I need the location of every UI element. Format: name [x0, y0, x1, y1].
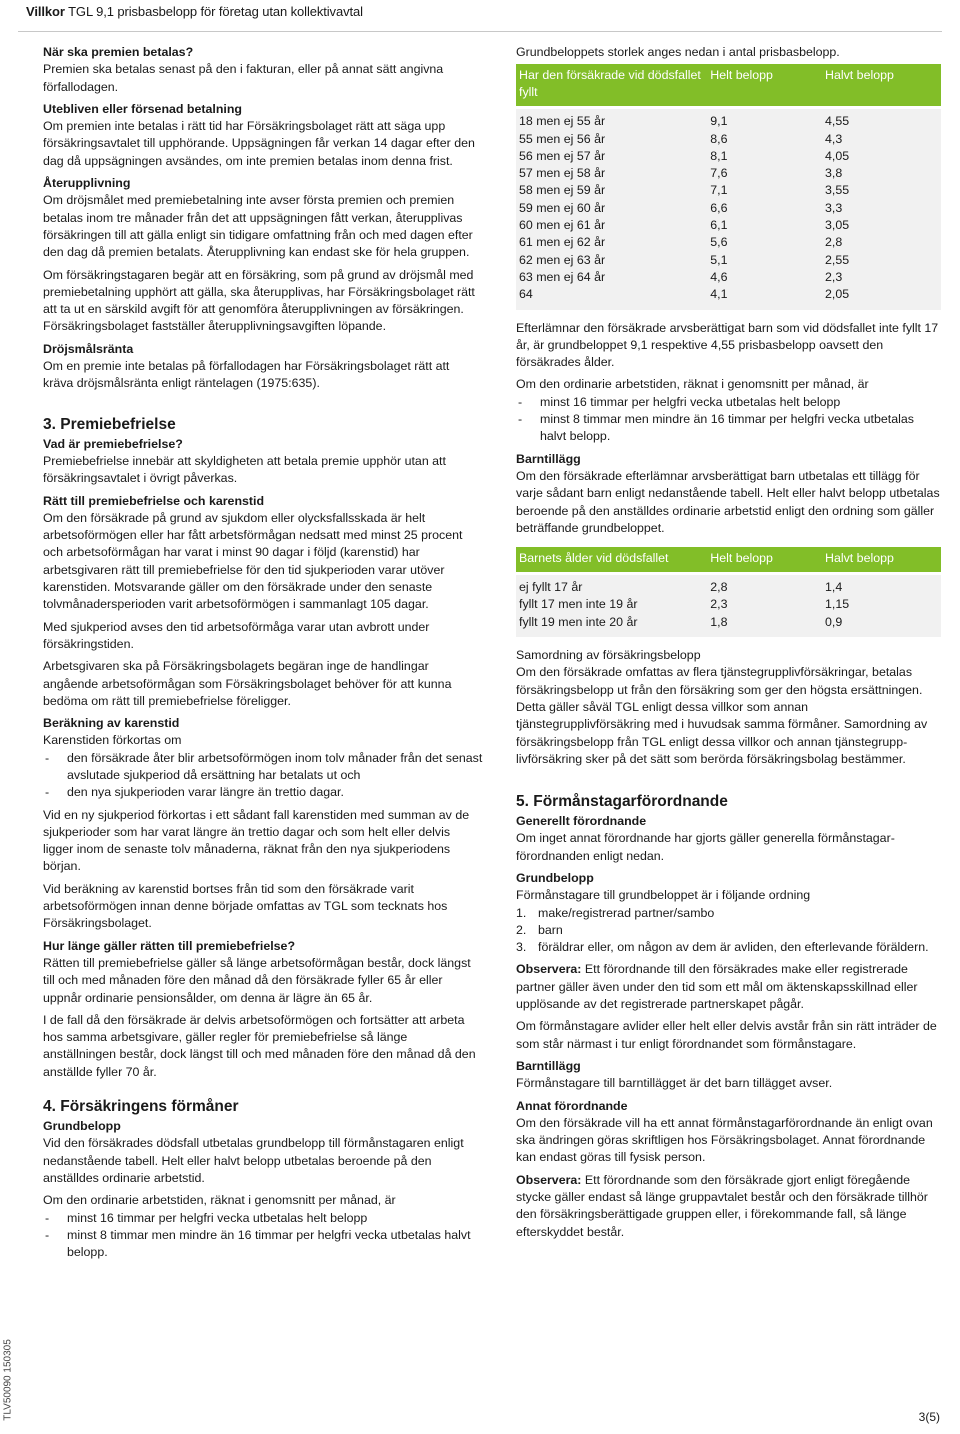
table-cell: 1,15 [822, 596, 941, 613]
paragraph-sick-period: Med sjukperiod avses den tid arbetsoförmåga varar utan avbrott under försäkringstiden. [43, 619, 430, 651]
base-amount-table [516, 64, 941, 309]
table-header-row [516, 64, 941, 106]
child-supplement-table [516, 547, 941, 637]
list-item [516, 939, 941, 956]
table-cell: 64 [516, 286, 707, 309]
list-item: - den nya sjukperioden varar längre än trettio dagar. [43, 784, 483, 801]
paragraph-working-time-right: Om den ordinarie arbetstiden, räknat i genomsnitt per månad, är [516, 377, 869, 392]
page-number: 3(5) [918, 1410, 940, 1424]
paragraph-general-designation: Om inget annat förordnande har gjorts gäller generella förmånstagar-förordnanden enligt nedan. [516, 831, 895, 863]
table-cell: 7,6 [707, 165, 822, 182]
paragraph-child-supplement-beneficiary: Förmånstagare till barntillägget är det barn tillägget avser. [516, 1076, 833, 1091]
heading-waiting-period: Beräkning av karenstid [43, 716, 180, 731]
paragraph-beneficiary-order: Förmånstagare till grundbeloppet är i följande ordning [516, 888, 811, 903]
paragraph-late-interest: Om en premie inte betalas på förfallodagen har Försäkringsbolaget rätt att kräva dröjsmålsränta enligt räntelagen (1975:635). [43, 359, 450, 391]
paragraph-working-time: Om den ordinarie arbetstiden, räknat i genomsnitt per månad, är [43, 1193, 396, 1208]
table-header-age: Har den försäkrade vid dödsfallet fyllt [516, 64, 707, 106]
table-cell: ej fyllt 17 år [516, 575, 707, 596]
table-cell: fyllt 17 men inte 19 år [516, 596, 707, 613]
paragraph-late-payment: Om premien inte betalas i rätt tid har Försäkringsbolaget rätt att säga upp försäkringsavtalet till upphörande. Uppsägningen får verkan 14 dagar efter den dag då uppsägningen avsändes, om inte premien betalas inom denna frist. [43, 119, 475, 168]
table-row [516, 252, 941, 269]
list-text: föräldrar eller, om någon av dem är avliden, den efterlevande föräldern. [538, 940, 929, 955]
paragraph-table-intro: Grundbeloppets storlek anges nedan i antal prisbasbelopp. [516, 45, 840, 59]
paragraph-base-amount: Vid den försäkrades dödsfall utbetalas grundbelopp till förmånstagaren enligt nedanstående tabell. Helt eller halvt belopp utbetalas beroende på den anställdes ordinarie arbetstid. [43, 1136, 464, 1185]
observe-label: Observera: [516, 1172, 582, 1187]
heading-when-pay: När ska premien betalas? [43, 45, 194, 59]
title-rest: TGL 9,1 prisbasbelopp för företag utan kollektivavtal [64, 4, 363, 19]
heading-waiver-duration: Hur länge gäller rätten till premiebefrielse? [43, 938, 296, 953]
table-cell: 58 men ej 59 år [516, 182, 707, 199]
paragraph-employer-docs: Arbetsgivaren ska på Försäkringsbolagets begäran inge de handlingar angående arbetsoförmågan som Försäkringsbolaget behöver för att kunna bedöma om rätt till premiebefrielse föreligger. [43, 659, 452, 708]
table-cell: 6,1 [707, 217, 822, 234]
heading-general-designation: Generellt förordnande [516, 814, 647, 829]
table-cell: 4,3 [822, 131, 941, 148]
table-cell: 2,3 [822, 269, 941, 286]
table-cell: 4,1 [707, 286, 822, 309]
table-cell: 5,1 [707, 252, 822, 269]
table-cell: 61 men ej 62 år [516, 234, 707, 251]
beneficiary-order-list [516, 905, 941, 957]
waiting-period-list [43, 750, 483, 802]
section-5-title: 5. Förmånstagarförordnande [516, 793, 728, 811]
paragraph-other-designation: Om den försäkrade vill ha ett annat förmånstagarförordnande än enligt ovan ska ändringen göras skriftligen hos Försäkringsbolaget. Annat förordnande kan endast göras till fysisk person. [516, 1115, 933, 1165]
list-item [516, 922, 941, 939]
table-cell: 8,1 [707, 148, 822, 165]
table-cell: 2,8 [822, 234, 941, 251]
paragraph-coordination: Om den försäkrade omfattas av flera tjänstegrupplivförsäkringar, betalas försäkringsbelopp ut från den försäkring som ger den högsta ersättningen. Detta gäller såväl TGL enligt dessa villkor som annan tjänstegrupplivförsäkring med i huvudsak samma förmåner. Samordning av försäkringsbelopp från TGL enligt dessa villkor och annan tjänstegrupp-livförsäkring sker på det sätt som berörda försäkringsbolag bestämmer. [516, 665, 928, 766]
paragraph-what-is-waiver: Premiebefrielse innebär att skyldigheten att betala premie upphör utan att försäkringsavtalet i övrigt påverkas. [43, 453, 446, 486]
list-item: - den försäkrade åter blir arbetsoförmögen inom tolv månader från det senast avslutade sjukperiod då ersättning har betalats ut och [43, 750, 483, 785]
heading-late-interest: Dröjsmålsränta [43, 341, 134, 356]
list-item: - minst 8 timmar men mindre än 16 timmar per helgfri vecka utbetalas halvt belopp. [43, 1227, 483, 1262]
table-cell: 4,05 [822, 148, 941, 165]
list-text: make/registrerad partner/sambo [538, 905, 715, 920]
table-cell: 8,6 [707, 131, 822, 148]
table-cell: 56 men ej 57 år [516, 148, 707, 165]
paragraph-child-under-17: Efterlämnar den försäkrade arvsberättigat barn som vid dödsfallet inte fyllt 17 år, är grundbeloppet 9,1 respektive 4,55 prisbasbelopp oavsett den försäkrades ålder. [516, 320, 939, 370]
list-text: barn [538, 922, 563, 937]
table-cell: 2,05 [822, 286, 941, 309]
table-header-full: Helt belopp [707, 547, 822, 572]
paragraph-revival-fee: Om försäkringstagaren begär att en försäkring, som på grund av dröjsmål med premiebetalning upphört att gälla, ska återupplivas, har Försäkringsbolaget rätt att ta ut en särskild avgift för att genomföra återupplivningen av försäkringen. Försäkringsbolaget fastställer återupplivningsavgiften löpande. [43, 267, 475, 334]
list-item: - minst 8 timmar men mindre än 16 timmar per helgfri vecka utbetalas halvt belopp. [516, 411, 941, 446]
observe-text: Ett förordnande som den försäkrade gjort enligt föregående stycke gäller endast så länge gruppavtalet består och den försäkrade tillhör den försäkringsberättigade gruppen eller, i förekommande fall, så länge efterskyddet består. [516, 1172, 928, 1239]
table-cell: fyllt 19 men inte 20 år [516, 614, 707, 637]
table-row [516, 148, 941, 165]
paragraph-child-supplement: Om den försäkrade efterlämnar arvsberättigat barn utbetalas ett tillägg för varje sådant barn enligt nedanstående tabell. Helt eller halvt belopp utbetalas beroende på den anställdes ordinarie arbetstid enligt den ordning som gäller beträffande grundbeloppet. [516, 468, 940, 535]
page-header [18, 0, 942, 32]
observe-text: Ett förordnande till den försäkrades make eller registrerade partner gäller även under den tid som ett mål om äktenskapsskillnad eller upplösande av det registrerade partnerskapet pågår. [516, 962, 918, 1012]
paragraph-beneficiary-succession: Om förmånstagare avlider eller helt eller delvis avstår från sin rätt inträder de som står närmast i tur enligt förordnandet som förmånstagare. [516, 1019, 937, 1051]
heading-beneficiary-base: Grundbelopp [516, 870, 594, 885]
paragraph-new-sick-period: Vid en ny sjukperiod förkortas i ett sådant fall karenstiden med summan av de sjukperioder som har varat längre än trettio dagar och som helt eller delvis ligger inom de senaste tolv månaderna, räknat från den nya sjukperiodens början. [43, 807, 470, 874]
table-cell: 62 men ej 63 år [516, 252, 707, 269]
table-header-half: Halvt belopp [822, 547, 941, 572]
table-row [516, 182, 941, 199]
paragraph-observe-spouse [516, 961, 941, 1013]
table-cell: 18 men ej 55 år [516, 109, 707, 130]
table-cell: 1,8 [707, 614, 822, 637]
table-cell: 5,6 [707, 234, 822, 251]
document-title [26, 4, 363, 19]
section-4-title: 4. Försäkringens förmåner [43, 1098, 239, 1116]
table-cell: 59 men ej 60 år [516, 200, 707, 217]
heading-coordination: Samordning av försäkringsbelopp [516, 648, 701, 663]
right-column [516, 44, 941, 1246]
left-column [43, 44, 483, 1266]
paragraph-waiver-duration: Rätten till premiebefrielse gäller så länge arbetsoförmågan består, dock längst till och med månaden före den månad då den försäkrade fyller 65 år eller uppnår ordinarie pensionsålder, om denna är lägre än 65 år. [43, 955, 471, 1005]
paragraph-when-pay: Premien ska betalas senast på den i fakturan, eller på annat sätt angivna förfallodagen. [43, 62, 444, 94]
table-cell: 2,3 [707, 596, 822, 613]
table-header-half: Halvt belopp [822, 64, 941, 106]
paragraph-waiting-shortened: Karenstiden förkortas om [43, 733, 182, 748]
list-number: 2. [516, 922, 527, 937]
base-amount-table-body [516, 106, 941, 309]
document-code [1, 1330, 15, 1430]
heading-late-payment: Utebliven eller försenad betalning [43, 101, 242, 116]
table-cell: 1,4 [822, 575, 941, 596]
table-row [516, 200, 941, 217]
table-cell: 4,6 [707, 269, 822, 286]
table-cell: 0,9 [822, 614, 941, 637]
table-row [516, 109, 941, 130]
heading-revival: Återupplivning [43, 176, 131, 191]
list-item [516, 905, 941, 922]
list-number: 3. [516, 940, 527, 955]
list-number: 1. [516, 905, 527, 920]
table-row [516, 165, 941, 182]
table-row [516, 596, 941, 613]
paragraph-observe-group [516, 1172, 941, 1241]
table-header-child-age: Barnets ålder vid dödsfallet [516, 547, 707, 572]
heading-what-is-waiver: Vad är premiebefrielse? [43, 436, 183, 451]
table-row [516, 131, 941, 148]
heading-base-amount: Grundbelopp [43, 1119, 121, 1134]
document-code-text: TLV50090 150305 [2, 1339, 14, 1421]
title-bold: Villkor [26, 4, 65, 19]
table-row [516, 286, 941, 309]
heading-child-supplement: Barntillägg [516, 451, 581, 466]
table-cell: 3,8 [822, 165, 941, 182]
child-supplement-table-body [516, 572, 941, 637]
table-row [516, 234, 941, 251]
table-row [516, 614, 941, 637]
table-header-row [516, 547, 941, 572]
paragraph-revival: Om dröjsmålet med premiebetalning inte avser första premien och premien betalas inom tre månader från det att uppsägningen fått verkan, återupplivas försäkringen till att gälla enligt sin tidigare omfattning från och med dagen efter den dag då premien betalats. Återupplivning kan endast ske för hela gruppen. [43, 193, 473, 260]
heading-other-designation: Annat förordnande [516, 1098, 628, 1113]
paragraph-partial-disability: I de fall då den försäkrade är delvis arbetsoförmögen och fortsätter att arbeta hos samma arbetsgivare, gäller regler för premiebefrielse så länge anställningen består, dock längst till och med månaden före den månad då den anställde fyller 70 år. [43, 1012, 476, 1079]
working-time-list [43, 1210, 483, 1262]
table-cell: 60 men ej 61 år [516, 217, 707, 234]
table-cell: 2,8 [707, 575, 822, 596]
table-row [516, 575, 941, 596]
section-3-title: 3. Premiebefrielse [43, 415, 176, 433]
table-cell: 3,05 [822, 217, 941, 234]
list-item: - minst 16 timmar per helgfri vecka utbetalas helt belopp [43, 1210, 483, 1227]
table-row [516, 217, 941, 234]
table-cell: 57 men ej 58 år [516, 165, 707, 182]
table-row [516, 269, 941, 286]
table-cell: 55 men ej 56 år [516, 131, 707, 148]
heading-child-supplement-beneficiary: Barntillägg [516, 1058, 581, 1073]
table-cell: 63 men ej 64 år [516, 269, 707, 286]
table-cell: 4,55 [822, 109, 941, 130]
working-time-list-right [516, 394, 941, 446]
table-cell: 3,55 [822, 182, 941, 199]
table-cell: 7,1 [707, 182, 822, 199]
observe-label: Observera: [516, 962, 582, 977]
table-cell: 6,6 [707, 200, 822, 217]
list-item: - minst 16 timmar per helgfri vecka utbetalas helt belopp [516, 394, 941, 411]
table-cell: 3,3 [822, 200, 941, 217]
paragraph-right-to-waiver: Om den försäkrade på grund av sjukdom eller olycksfallsskada är helt arbetsoförmögen eller har fått arbetsförmågan nedsatt med minst 25 procent och arbetsoförmågan har varat i minst 90 dagar i följd (karenstid) har arbetsgivaren rätt till premiebefrielse för den tid sjukperioden varar utöver karenstiden. Motsvarande gäller om den försäkrade under den senaste tolvmånadersperioden varit arbetsoförmögen i sammanlagt 105 dagar. [43, 510, 463, 612]
table-header-full: Helt belopp [707, 64, 822, 106]
paragraph-waiting-calc: Vid beräkning av karenstid bortses från tid som den försäkrade varit arbetsoförmögen innan denne började omfattas av TGL som tecknats hos Försäkringsbolaget. [43, 881, 448, 931]
table-cell: 9,1 [707, 109, 822, 130]
table-cell: 2,55 [822, 252, 941, 269]
heading-right-to-waiver: Rätt till premiebefrielse och karenstid [43, 493, 265, 508]
